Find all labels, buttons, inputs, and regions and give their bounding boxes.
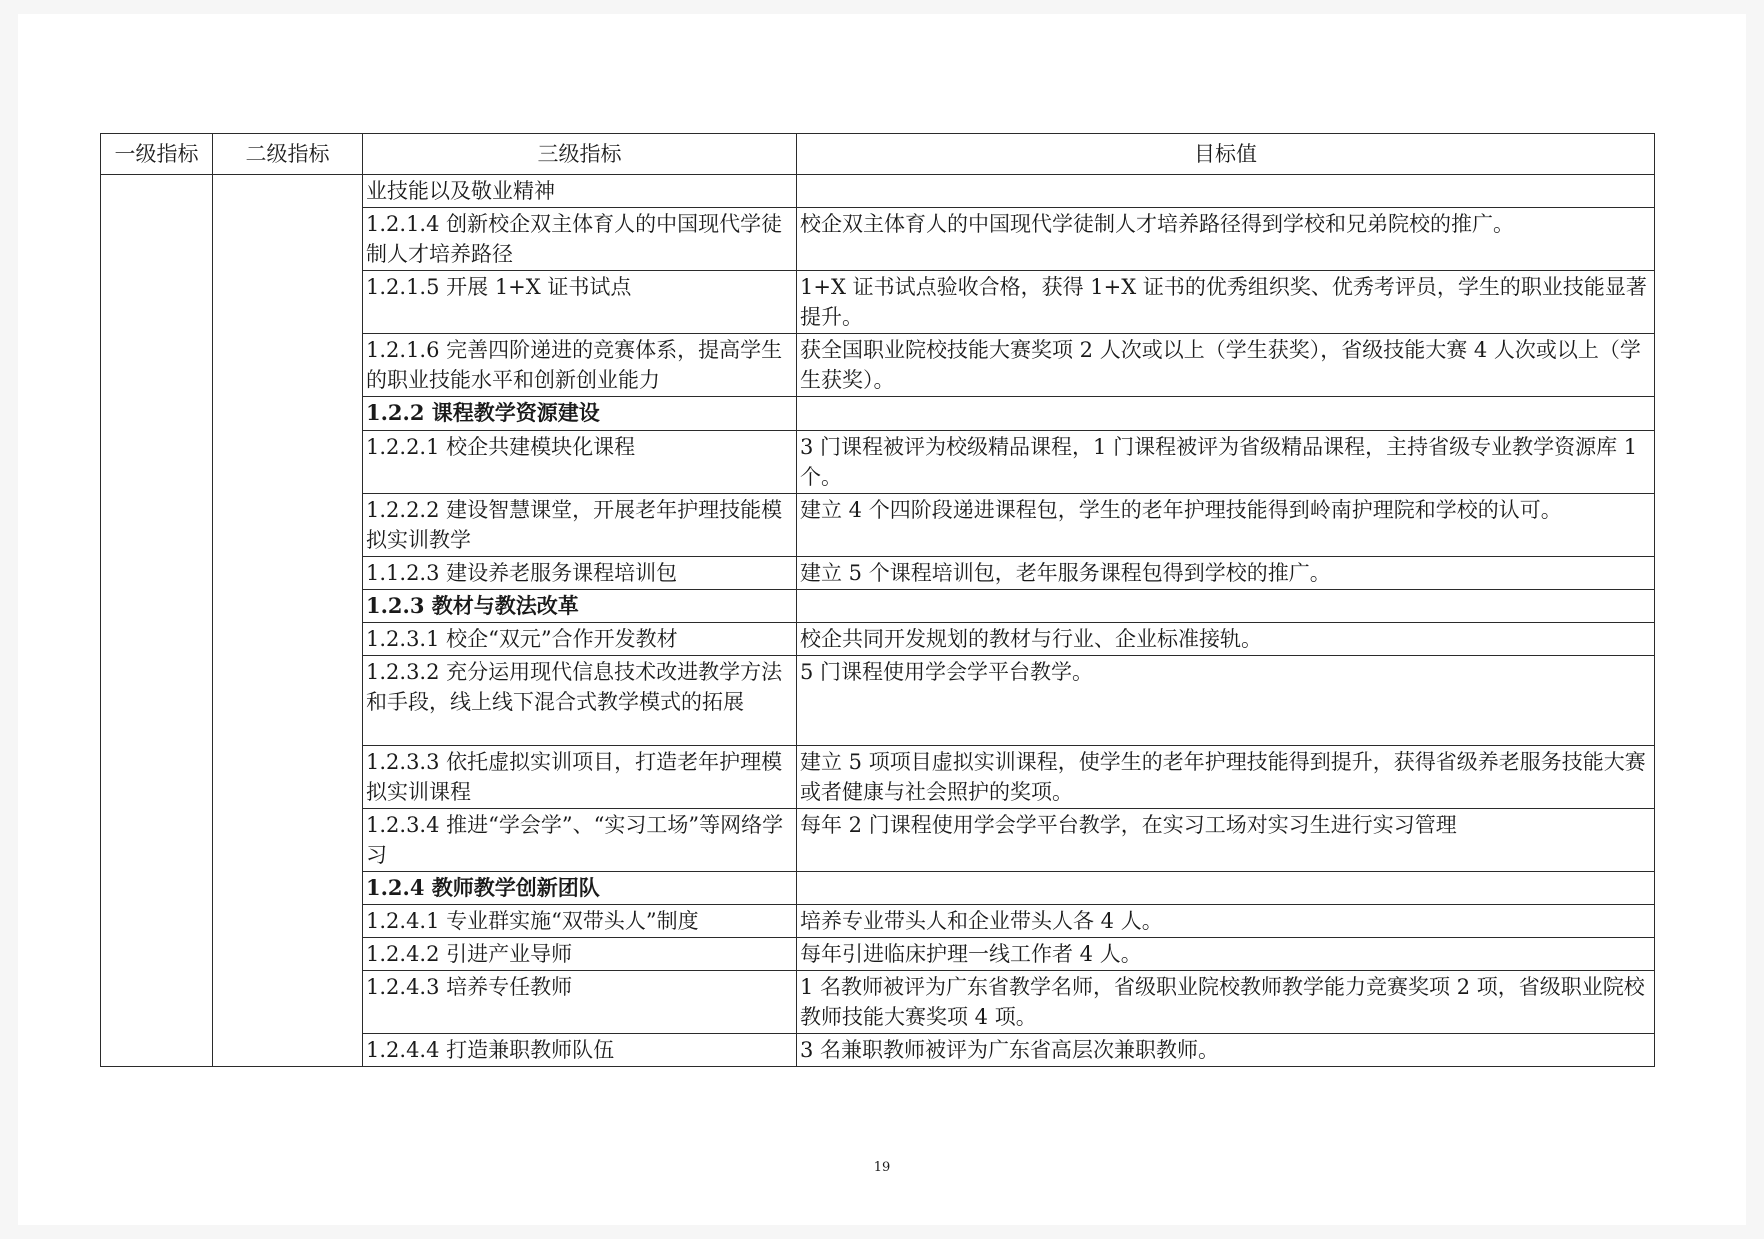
level3-indicator-cell: 1.2.3 教材与教法改革 xyxy=(363,590,797,623)
target-value-cell: 每年 2 门课程使用学会学平台教学，在实习工场对实习生进行实习管理 xyxy=(797,809,1655,872)
target-value-cell: 建立 4 个四阶段递进课程包，学生的老年护理技能得到岭南护理院和学校的认可。 xyxy=(797,494,1655,557)
header-target: 目标值 xyxy=(797,134,1655,175)
level3-indicator-cell: 1.2.2 课程教学资源建设 xyxy=(363,397,797,431)
target-value-cell xyxy=(797,590,1655,623)
level3-indicator-cell: 1.2.4.3 培养专任教师 xyxy=(363,971,797,1034)
level1-cell xyxy=(101,175,213,1067)
indicator-table xyxy=(100,133,1655,1067)
target-value-cell xyxy=(797,175,1655,208)
level3-indicator-cell: 1.2.3.2 充分运用现代信息技术改进教学方法和手段，线上线下混合式教学模式的拓展 xyxy=(363,656,797,746)
level3-indicator-cell: 业技能以及敬业精神 xyxy=(363,175,797,208)
target-value-cell: 培养专业带头人和企业带头人各 4 人。 xyxy=(797,905,1655,938)
level3-indicator-cell: 1.2.4 教师教学创新团队 xyxy=(363,872,797,905)
target-value-cell: 获全国职业院校技能大赛奖项 2 人次或以上（学生获奖），省级技能大赛 4 人次或以上（学生获奖）。 xyxy=(797,334,1655,397)
target-value-cell: 3 门课程被评为校级精品课程，1 门课程被评为省级精品课程，主持省级专业教学资源库 1 个。 xyxy=(797,431,1655,494)
target-value-cell: 每年引进临床护理一线工作者 4 人。 xyxy=(797,938,1655,971)
level3-indicator-cell: 1.2.3.3 依托虚拟实训项目，打造老年护理模拟实训课程 xyxy=(363,746,797,809)
target-value-cell: 校企双主体育人的中国现代学徒制人才培养路径得到学校和兄弟院校的推广。 xyxy=(797,208,1655,271)
header-level3: 三级指标 xyxy=(363,134,797,175)
level3-indicator-cell: 1.2.1.4 创新校企双主体育人的中国现代学徒制人才培养路径 xyxy=(363,208,797,271)
target-value-cell: 3 名兼职教师被评为广东省高层次兼职教师。 xyxy=(797,1034,1655,1067)
target-value-cell: 校企共同开发规划的教材与行业、企业标准接轨。 xyxy=(797,623,1655,656)
target-value-cell: 1 名教师被评为广东省教学名师，省级职业院校教师教学能力竞赛奖项 2 项，省级职业院校教师技能大赛奖项 4 项。 xyxy=(797,971,1655,1034)
level3-indicator-cell: 1.2.3.1 校企“双元”合作开发教材 xyxy=(363,623,797,656)
target-value-cell: 5 门课程使用学会学平台教学。 xyxy=(797,656,1655,746)
level3-indicator-cell: 1.2.1.6 完善四阶递进的竞赛体系，提高学生的职业技能水平和创新创业能力 xyxy=(363,334,797,397)
level3-indicator-cell: 1.2.1.5 开展 1+X 证书试点 xyxy=(363,271,797,334)
target-value-cell: 建立 5 个课程培训包，老年服务课程包得到学校的推广。 xyxy=(797,557,1655,590)
table-body xyxy=(101,175,1655,1067)
target-value-cell xyxy=(797,397,1655,431)
level3-indicator-cell: 1.1.2.3 建设养老服务课程培训包 xyxy=(363,557,797,590)
level3-indicator-cell: 1.2.4.1 专业群实施“双带头人”制度 xyxy=(363,905,797,938)
target-value-cell xyxy=(797,872,1655,905)
table-row xyxy=(101,175,1655,208)
target-value-cell: 建立 5 项项目虚拟实训课程，使学生的老年护理技能得到提升，获得省级养老服务技能大赛或者健康与社会照护的奖项。 xyxy=(797,746,1655,809)
table-header-row xyxy=(101,134,1655,175)
page-number: 19 xyxy=(873,1160,891,1175)
level3-indicator-cell: 1.2.2.1 校企共建模块化课程 xyxy=(363,431,797,494)
level3-indicator-cell: 1.2.3.4 推进“学会学”、“实习工场”等网络学习 xyxy=(363,809,797,872)
level3-indicator-cell: 1.2.4.2 引进产业导师 xyxy=(363,938,797,971)
level3-indicator-cell: 1.2.2.2 建设智慧课堂，开展老年护理技能模拟实训教学 xyxy=(363,494,797,557)
level3-indicator-cell: 1.2.4.4 打造兼职教师队伍 xyxy=(363,1034,797,1067)
header-level1: 一级指标 xyxy=(101,134,213,175)
header-level2: 二级指标 xyxy=(213,134,363,175)
target-value-cell: 1+X 证书试点验收合格，获得 1+X 证书的优秀组织奖、优秀考评员，学生的职业技能显著提升。 xyxy=(797,271,1655,334)
document-page xyxy=(18,14,1746,1225)
level2-cell xyxy=(213,175,363,1067)
